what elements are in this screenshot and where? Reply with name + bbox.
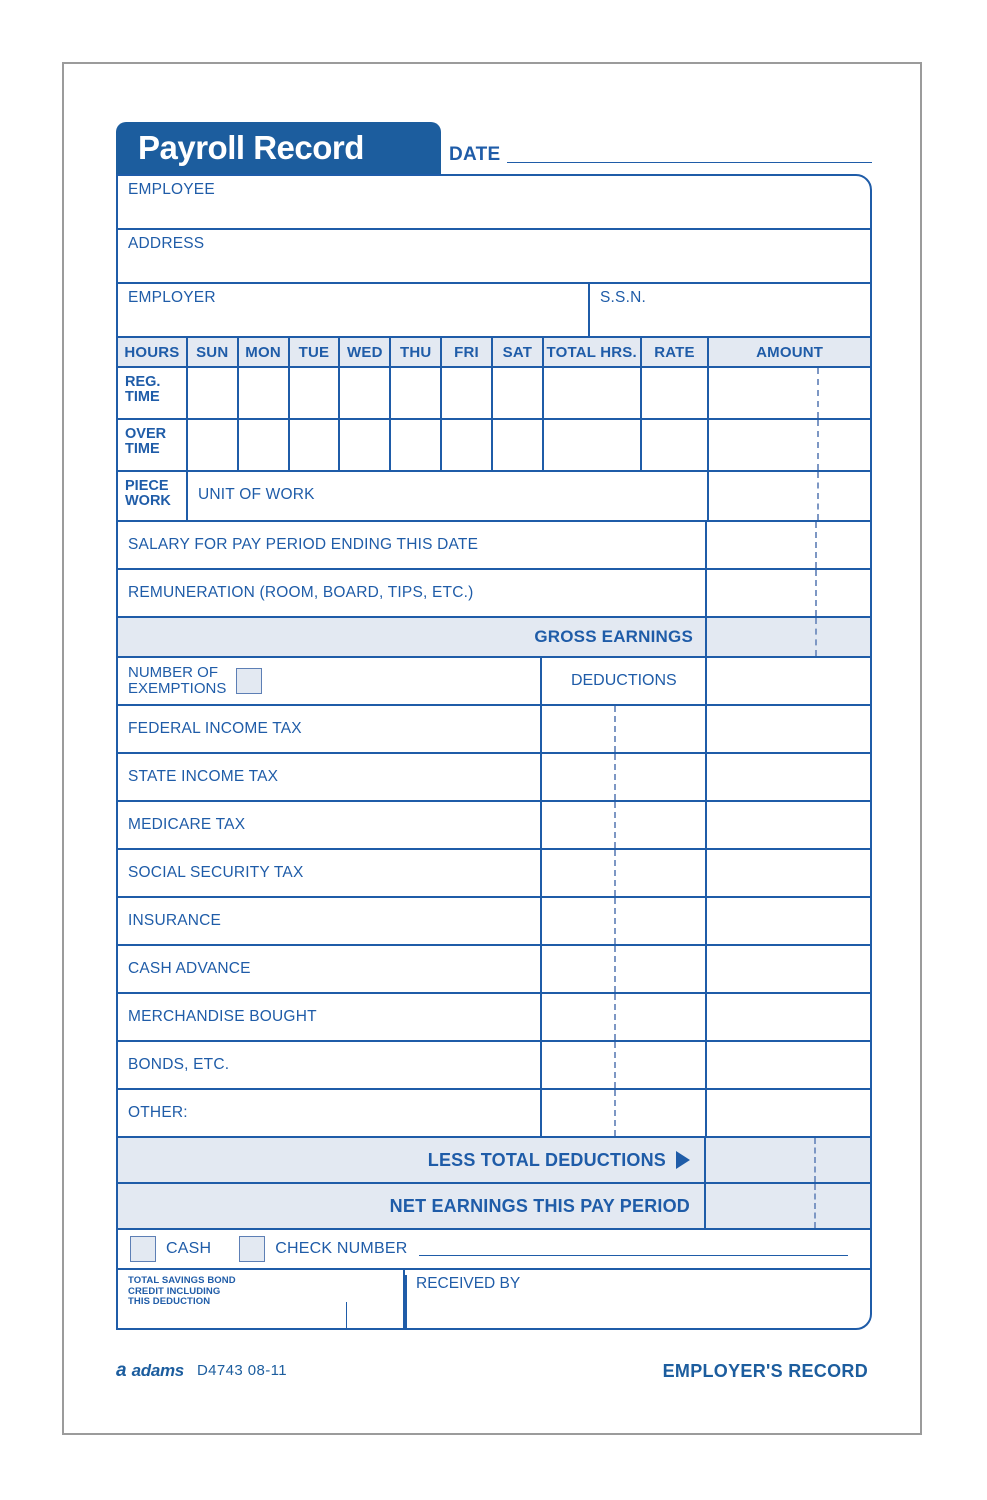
col-header-wed: WED	[338, 338, 389, 366]
deduction-label: OTHER:	[128, 1104, 188, 1121]
cents-separator	[817, 368, 819, 418]
deduction-amount-cell[interactable]	[540, 1090, 705, 1136]
deduction-label-cell	[118, 850, 540, 896]
employee-field[interactable]	[118, 176, 870, 228]
over-time-label-line2: TIME	[125, 441, 160, 457]
deduction-amount-cell[interactable]	[540, 946, 705, 992]
employee-row[interactable]	[118, 176, 870, 230]
paper-sheet	[62, 62, 922, 1435]
col-header-mon: MON	[237, 338, 288, 366]
ssn-label: S.S.N.	[600, 289, 646, 306]
deduction-amount-cell[interactable]	[540, 706, 705, 752]
check-number-label: CHECK NUMBER	[275, 1240, 408, 1257]
deductions-column-header-cell	[540, 658, 705, 704]
less-total-deductions-label-cell	[118, 1138, 704, 1182]
deduction-label-cell	[118, 802, 540, 848]
deduction-label-cell	[118, 1042, 540, 1088]
received-by-cell[interactable]	[403, 1270, 870, 1328]
remuneration-label: REMUNERATION (ROOM, BOARD, TIPS, ETC.)	[128, 584, 474, 601]
col-header-sun: SUN	[186, 338, 237, 366]
form-footer	[116, 1361, 868, 1391]
title-tab	[116, 122, 441, 174]
deduction-row[interactable]	[118, 898, 870, 946]
reg-time-sun-cell[interactable]	[186, 368, 237, 418]
cents-separator	[614, 1042, 616, 1088]
deduction-label: CASH ADVANCE	[128, 960, 251, 977]
deduction-label: MEDICARE TAX	[128, 816, 246, 833]
col-header-fri: FRI	[440, 338, 491, 366]
reg-time-fri-cell[interactable]	[440, 368, 491, 418]
exemptions-row[interactable]	[118, 658, 870, 706]
deductions-right-blank-cell[interactable]	[705, 658, 870, 704]
deduction-label-cell	[118, 994, 540, 1040]
net-earnings-amount-cell[interactable]	[704, 1184, 869, 1228]
cents-separator	[614, 994, 616, 1040]
cents-separator	[614, 802, 616, 848]
check-number-write-line[interactable]	[419, 1255, 848, 1256]
piece-work-amount-cell[interactable]	[707, 472, 870, 520]
over-time-tue-cell[interactable]	[288, 420, 339, 470]
bond-label-line1: TOTAL SAVINGS BOND	[128, 1275, 236, 1286]
address-label: ADDRESS	[128, 235, 205, 252]
salary-row[interactable]	[118, 522, 870, 570]
piece-work-row[interactable]	[118, 472, 870, 522]
over-time-rate-cell[interactable]	[640, 420, 708, 470]
deduction-label-cell	[118, 754, 540, 800]
reg-time-mon-cell[interactable]	[237, 368, 288, 418]
savings-bond-cell[interactable]	[118, 1270, 403, 1328]
employer-ssn-row[interactable]	[118, 284, 870, 338]
employer-record-label: EMPLOYER'S RECORD	[662, 1361, 868, 1381]
over-time-row[interactable]	[118, 420, 870, 472]
gross-earnings-label: GROSS EARNINGS	[534, 627, 693, 646]
net-earnings-label-cell	[118, 1184, 704, 1228]
form-body	[116, 174, 872, 1330]
cents-separator	[614, 946, 616, 992]
remuneration-amount-cell[interactable]	[705, 570, 870, 616]
form-code: D4743 08-11	[196, 1362, 287, 1379]
col-header-sat: SAT	[491, 338, 542, 366]
deductions-column-header: DEDUCTIONS	[570, 672, 677, 689]
deduction-amount-cell[interactable]	[540, 754, 705, 800]
date-write-line[interactable]	[507, 162, 872, 163]
col-header-total-hrs: TOTAL HRS.	[542, 338, 640, 366]
deduction-right-blank-cell[interactable]	[705, 706, 870, 752]
deduction-label: STATE INCOME TAX	[128, 768, 279, 785]
col-header-tue: TUE	[288, 338, 339, 366]
deduction-label: BONDS, ETC.	[128, 1056, 230, 1073]
deduction-row[interactable]	[118, 1090, 870, 1138]
salary-label-cell	[118, 522, 705, 568]
bond-label-line2: CREDIT INCLUDING	[128, 1285, 221, 1297]
deduction-right-blank-cell[interactable]	[705, 898, 870, 944]
form-header	[116, 122, 872, 174]
deduction-amount-cell[interactable]	[540, 1042, 705, 1088]
cents-separator	[814, 1184, 816, 1228]
reg-time-amount-cell[interactable]	[707, 368, 870, 418]
reg-time-label-cell	[118, 368, 186, 418]
deduction-right-blank-cell[interactable]	[705, 802, 870, 848]
over-time-amount-cell[interactable]	[707, 420, 870, 470]
over-time-sun-cell[interactable]	[186, 420, 237, 470]
over-time-mon-cell[interactable]	[237, 420, 288, 470]
unit-of-work-cell[interactable]	[186, 472, 707, 520]
bond-cents-tick	[346, 1302, 347, 1328]
remuneration-label-cell	[118, 570, 705, 616]
cents-separator	[614, 898, 616, 944]
deduction-row[interactable]	[118, 706, 870, 754]
reg-time-tue-cell[interactable]	[288, 368, 339, 418]
col-header-thu: THU	[389, 338, 440, 366]
exemptions-label-line2: EXEMPTIONS	[128, 680, 227, 697]
deduction-row[interactable]	[118, 802, 870, 850]
page-title: Payroll Record	[138, 129, 364, 166]
cents-separator	[614, 706, 616, 752]
deduction-label-cell	[118, 898, 540, 944]
cents-separator	[614, 1090, 616, 1136]
over-time-total-cell[interactable]	[542, 420, 640, 470]
cents-separator	[814, 1138, 816, 1182]
deduction-label-cell	[118, 1090, 540, 1136]
less-total-deductions-label: LESS TOTAL DEDUCTIONS	[427, 1149, 666, 1170]
over-time-label-cell	[118, 420, 186, 470]
employer-label: EMPLOYER	[128, 289, 216, 306]
bond-received-row[interactable]	[118, 1270, 870, 1328]
reg-time-thu-cell[interactable]	[389, 368, 440, 418]
gross-earnings-amount-cell[interactable]	[705, 618, 870, 656]
col-header-rate: RATE	[640, 338, 708, 366]
employer-field[interactable]	[118, 284, 588, 336]
over-time-label-line1: OVER	[125, 426, 167, 442]
reg-time-wed-cell[interactable]	[338, 368, 389, 418]
deduction-label-cell	[118, 946, 540, 992]
deduction-right-blank-cell[interactable]	[705, 946, 870, 992]
deduction-amount-cell[interactable]	[540, 802, 705, 848]
over-time-fri-cell[interactable]	[440, 420, 491, 470]
salary-label: SALARY FOR PAY PERIOD ENDING THIS DATE	[128, 536, 479, 553]
adams-brand-name: adams	[131, 1361, 184, 1380]
over-time-sat-cell[interactable]	[491, 420, 542, 470]
cash-checkbox[interactable]	[130, 1236, 156, 1262]
cents-separator	[614, 754, 616, 800]
unit-of-work-label: UNIT OF WORK	[198, 486, 315, 503]
deduction-row[interactable]	[118, 850, 870, 898]
payroll-form	[116, 122, 872, 1330]
cents-separator	[815, 618, 817, 656]
gross-earnings-row	[118, 618, 870, 658]
deduction-right-blank-cell[interactable]	[705, 754, 870, 800]
salary-amount-cell[interactable]	[705, 522, 870, 568]
bond-label-line3: THIS DEDUCTION	[128, 1296, 211, 1307]
deduction-label-cell	[118, 706, 540, 752]
reg-time-row[interactable]	[118, 368, 870, 420]
deduction-right-blank-cell[interactable]	[705, 994, 870, 1040]
piece-work-label-line2: WORK	[125, 493, 171, 509]
exemptions-cell[interactable]	[118, 658, 540, 704]
reg-time-total-cell[interactable]	[542, 368, 640, 418]
payment-method-row[interactable]	[118, 1230, 870, 1270]
deduction-label: FEDERAL INCOME TAX	[128, 720, 302, 737]
employee-label: EMPLOYEE	[128, 181, 215, 198]
cents-separator	[614, 850, 616, 896]
date-field[interactable]	[449, 122, 872, 174]
deduction-row[interactable]	[118, 946, 870, 994]
received-by-label: RECEIVED BY	[405, 1275, 870, 1328]
col-header-hours: HOURS	[124, 343, 180, 361]
deduction-row[interactable]	[118, 994, 870, 1042]
reg-time-sat-cell[interactable]	[491, 368, 542, 418]
deduction-amount-cell[interactable]	[540, 850, 705, 896]
col-header-amount: AMOUNT	[707, 338, 870, 366]
reg-time-rate-cell[interactable]	[640, 368, 708, 418]
arrow-right-icon	[676, 1151, 690, 1169]
exemptions-input-box[interactable]	[236, 668, 262, 694]
deduction-amount-cell[interactable]	[540, 898, 705, 944]
cents-separator	[817, 472, 819, 520]
piece-work-label-cell	[118, 472, 186, 520]
deduction-label: INSURANCE	[128, 912, 222, 929]
deduction-row[interactable]	[118, 1042, 870, 1090]
reg-time-label-line2: TIME	[125, 389, 160, 405]
over-time-thu-cell[interactable]	[389, 420, 440, 470]
adams-mark-icon: a	[116, 1360, 127, 1381]
deduction-amount-cell[interactable]	[540, 994, 705, 1040]
deduction-label: SOCIAL SECURITY TAX	[128, 864, 304, 881]
cents-separator	[817, 420, 819, 470]
deduction-right-blank-cell[interactable]	[705, 1042, 870, 1088]
address-field[interactable]	[118, 230, 870, 282]
deduction-right-blank-cell[interactable]	[705, 850, 870, 896]
reg-time-label-line1: REG.	[125, 374, 161, 390]
check-checkbox[interactable]	[239, 1236, 265, 1262]
ssn-field[interactable]	[588, 284, 870, 336]
deduction-row[interactable]	[118, 754, 870, 802]
net-earnings-label: NET EARNINGS THIS PAY PERIOD	[389, 1195, 690, 1216]
address-row[interactable]	[118, 230, 870, 284]
exemptions-label-line1: NUMBER OF	[128, 664, 218, 681]
hours-table-header	[118, 338, 870, 368]
deduction-label: MERCHANDISE BOUGHT	[128, 1008, 317, 1025]
cents-separator	[815, 522, 817, 568]
cents-separator	[815, 570, 817, 616]
cash-label: CASH	[166, 1240, 212, 1257]
piece-work-label-line1: PIECE	[125, 478, 169, 494]
remuneration-row[interactable]	[118, 570, 870, 618]
date-label: DATE	[449, 144, 501, 165]
over-time-wed-cell[interactable]	[338, 420, 389, 470]
adams-logo	[116, 1361, 287, 1380]
net-earnings-row	[118, 1184, 870, 1230]
deduction-right-blank-cell[interactable]	[705, 1090, 870, 1136]
less-total-deductions-amount-cell[interactable]	[704, 1138, 869, 1182]
less-total-deductions-row	[118, 1138, 870, 1184]
